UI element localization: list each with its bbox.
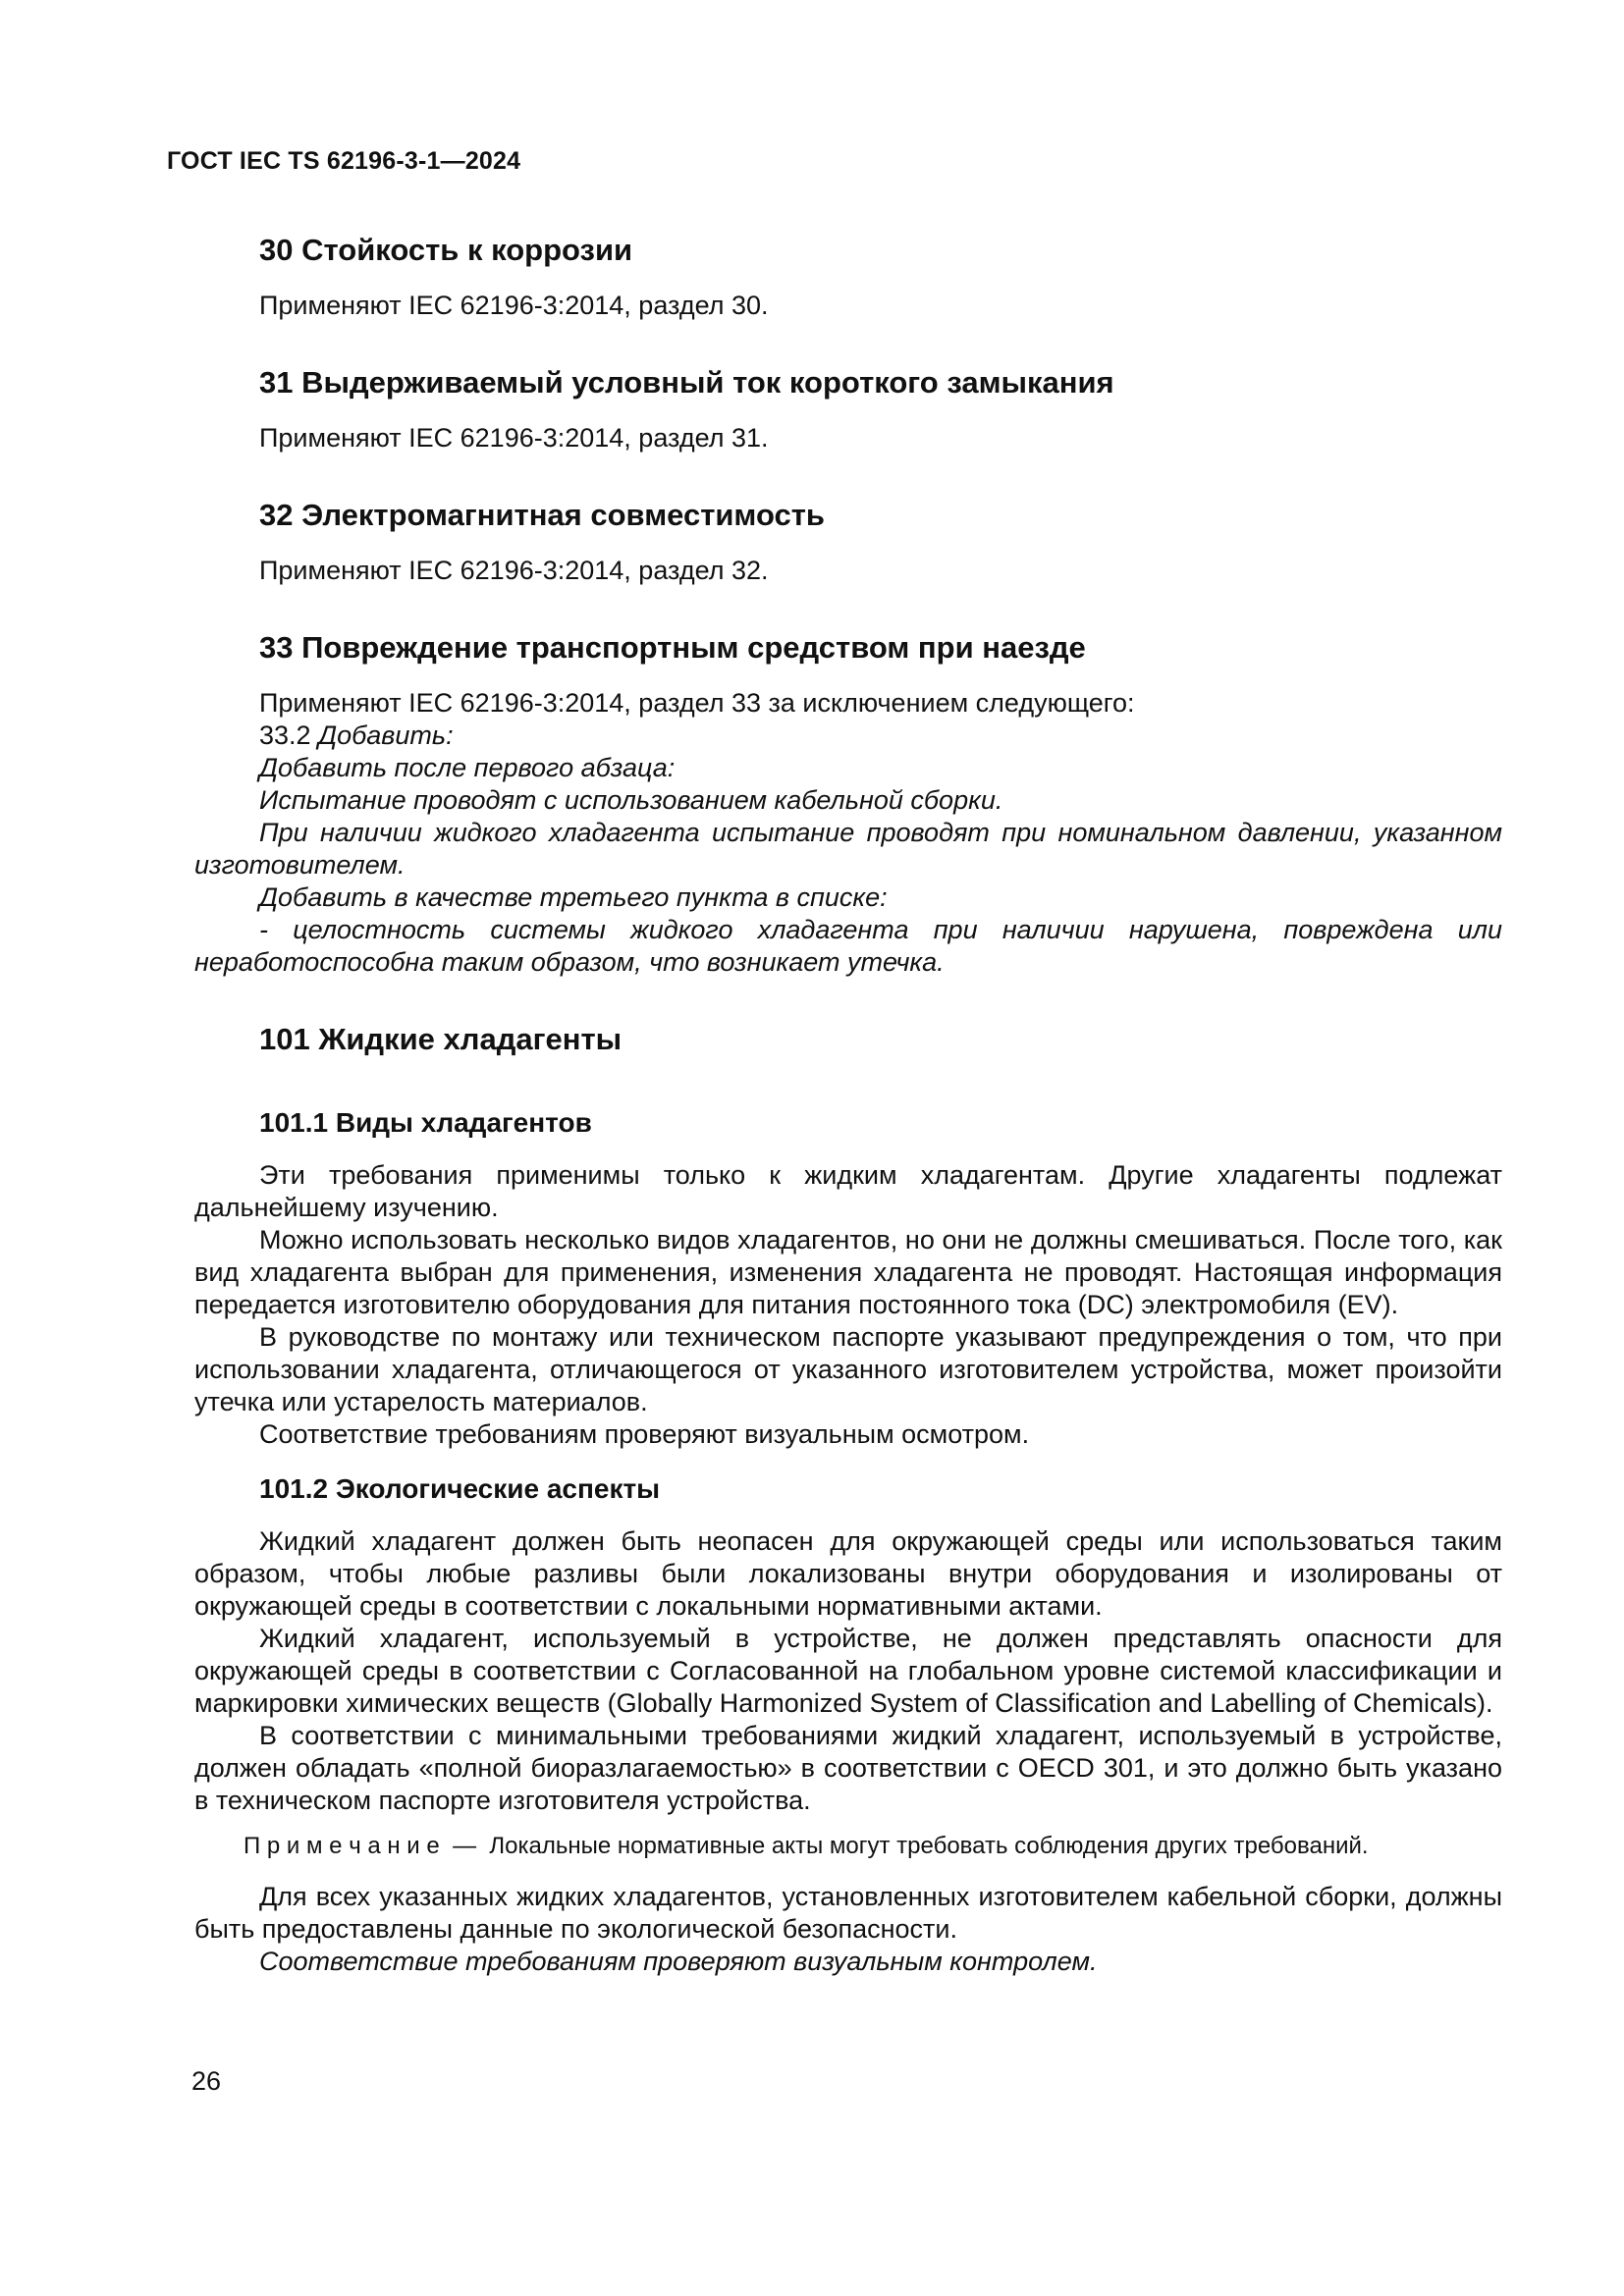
section-101-2-paragraph-3: В соответствии с минимальными требованиями жидкий хладагент, используемый в устройстве, должен обладать «полной биоразлагаемостью» в соответствии с OECD 301, и это должно быть указано в техническом паспорте изготовителя устройства. [194,1721,1502,1815]
section-101-1-paragraph-4: Соответствие требованиям проверяют визуальным осмотром. [259,1419,1030,1449]
section-33-amendment-4: Добавить в качестве третьего пункта в списке: [259,882,888,912]
section-31-paragraph: Применяют IEC 62196-3:2014, раздел 31. [259,423,769,453]
section-30-paragraph: Применяют IEC 62196-3:2014, раздел 30. [259,291,769,320]
running-header: ГОСТ IEC TS 62196-3-1—2024 [167,147,521,175]
section-101-2-paragraph-5: Соответствие требованиям проверяют визуальным контролем. [259,1947,1098,1976]
clause-number: 33.2 [259,721,311,750]
section-101-heading: 101 Жидкие хладагенты [259,1022,623,1056]
section-32-paragraph: Применяют IEC 62196-3:2014, раздел 32. [259,556,769,585]
note-label: П р и м е ч а н и е [244,1833,440,1859]
section-101-1-paragraph-3: В руководстве по монтажу или техническом паспорте указывают предупреждения о том, что при использовании хладагента, отличающегося от указанного изготовителем устройства, может произойти утечка или устарелость материалов. [194,1322,1502,1416]
page-content [194,233,1502,1978]
section-33-clause-line [194,720,1502,752]
section-32-heading: 32 Электромагнитная совместимость [259,498,825,532]
section-33-amendment-3: При наличии жидкого хладагента испытание проводят при номинальном давлении, указанном изготовителем. [194,818,1502,880]
clause-instruction: Добавить: [318,721,454,750]
section-101-2-paragraph-2: Жидкий хладагент, используемый в устройстве, не должен представлять опасности для окружающей среды в соответствии с Согласованной на глобальном уровне системой классификации и маркировки химических веществ (Globally Harmonized System of Classification and Labelling of Chemicals). [194,1624,1502,1718]
section-31-heading: 31 Выдерживаемый условный ток короткого замыкания [259,365,1114,400]
section-33-amendment-1: Добавить после первого абзаца: [259,753,676,782]
section-101-1-paragraph-1: Эти требования применимы только к жидким хладагентам. Другие хладагенты подлежат дальнейшему изучению. [194,1160,1502,1222]
section-33-heading: 33 Повреждение транспортным средством при наезде [259,630,1086,665]
note-dash: — [453,1833,477,1859]
section-101-2-paragraph-4: Для всех указанных жидких хладагентов, установленных изготовителем кабельной сборки, должны быть предоставлены данные по экологической безопасности. [194,1882,1502,1944]
section-101-1-heading: 101.1 Виды хладагентов [259,1107,592,1138]
note-text: Локальные нормативные акты могут требовать соблюдения других требований. [489,1833,1369,1859]
section-101-2-heading: 101.2 Экологические аспекты [259,1473,661,1504]
section-101-1-paragraph-2: Можно использовать несколько видов хладагентов, но они не должны смешиваться. После того, как вид хладагента выбран для применения, изменения хладагента не проводят. Настоящая информация передается изготовителю оборудования для питания постоянного тока (DC) электромобиля (EV). [194,1225,1502,1319]
note-paragraph [194,1832,1502,1861]
section-33-intro-paragraph: Применяют IEC 62196-3:2014, раздел 33 за исключением следующего: [259,688,1135,718]
section-30-heading: 30 Стойкость к коррозии [259,233,633,267]
page-number: 26 [191,2066,222,2096]
section-101-2-paragraph-1: Жидкий хладагент должен быть неопасен для окружающей среды или использоваться таким образом, чтобы любые разливы были локализованы внутри оборудования и изолированы от окружающей среды в соответствии с локальными нормативными актами. [194,1526,1502,1621]
section-33-amendment-2: Испытание проводят с использованием кабельной сборки. [259,785,1003,815]
section-33-amendment-5: - целостность системы жидкого хладагента при наличии нарушена, повреждена или неработоспособна таким образом, что возникает утечка. [194,915,1502,977]
